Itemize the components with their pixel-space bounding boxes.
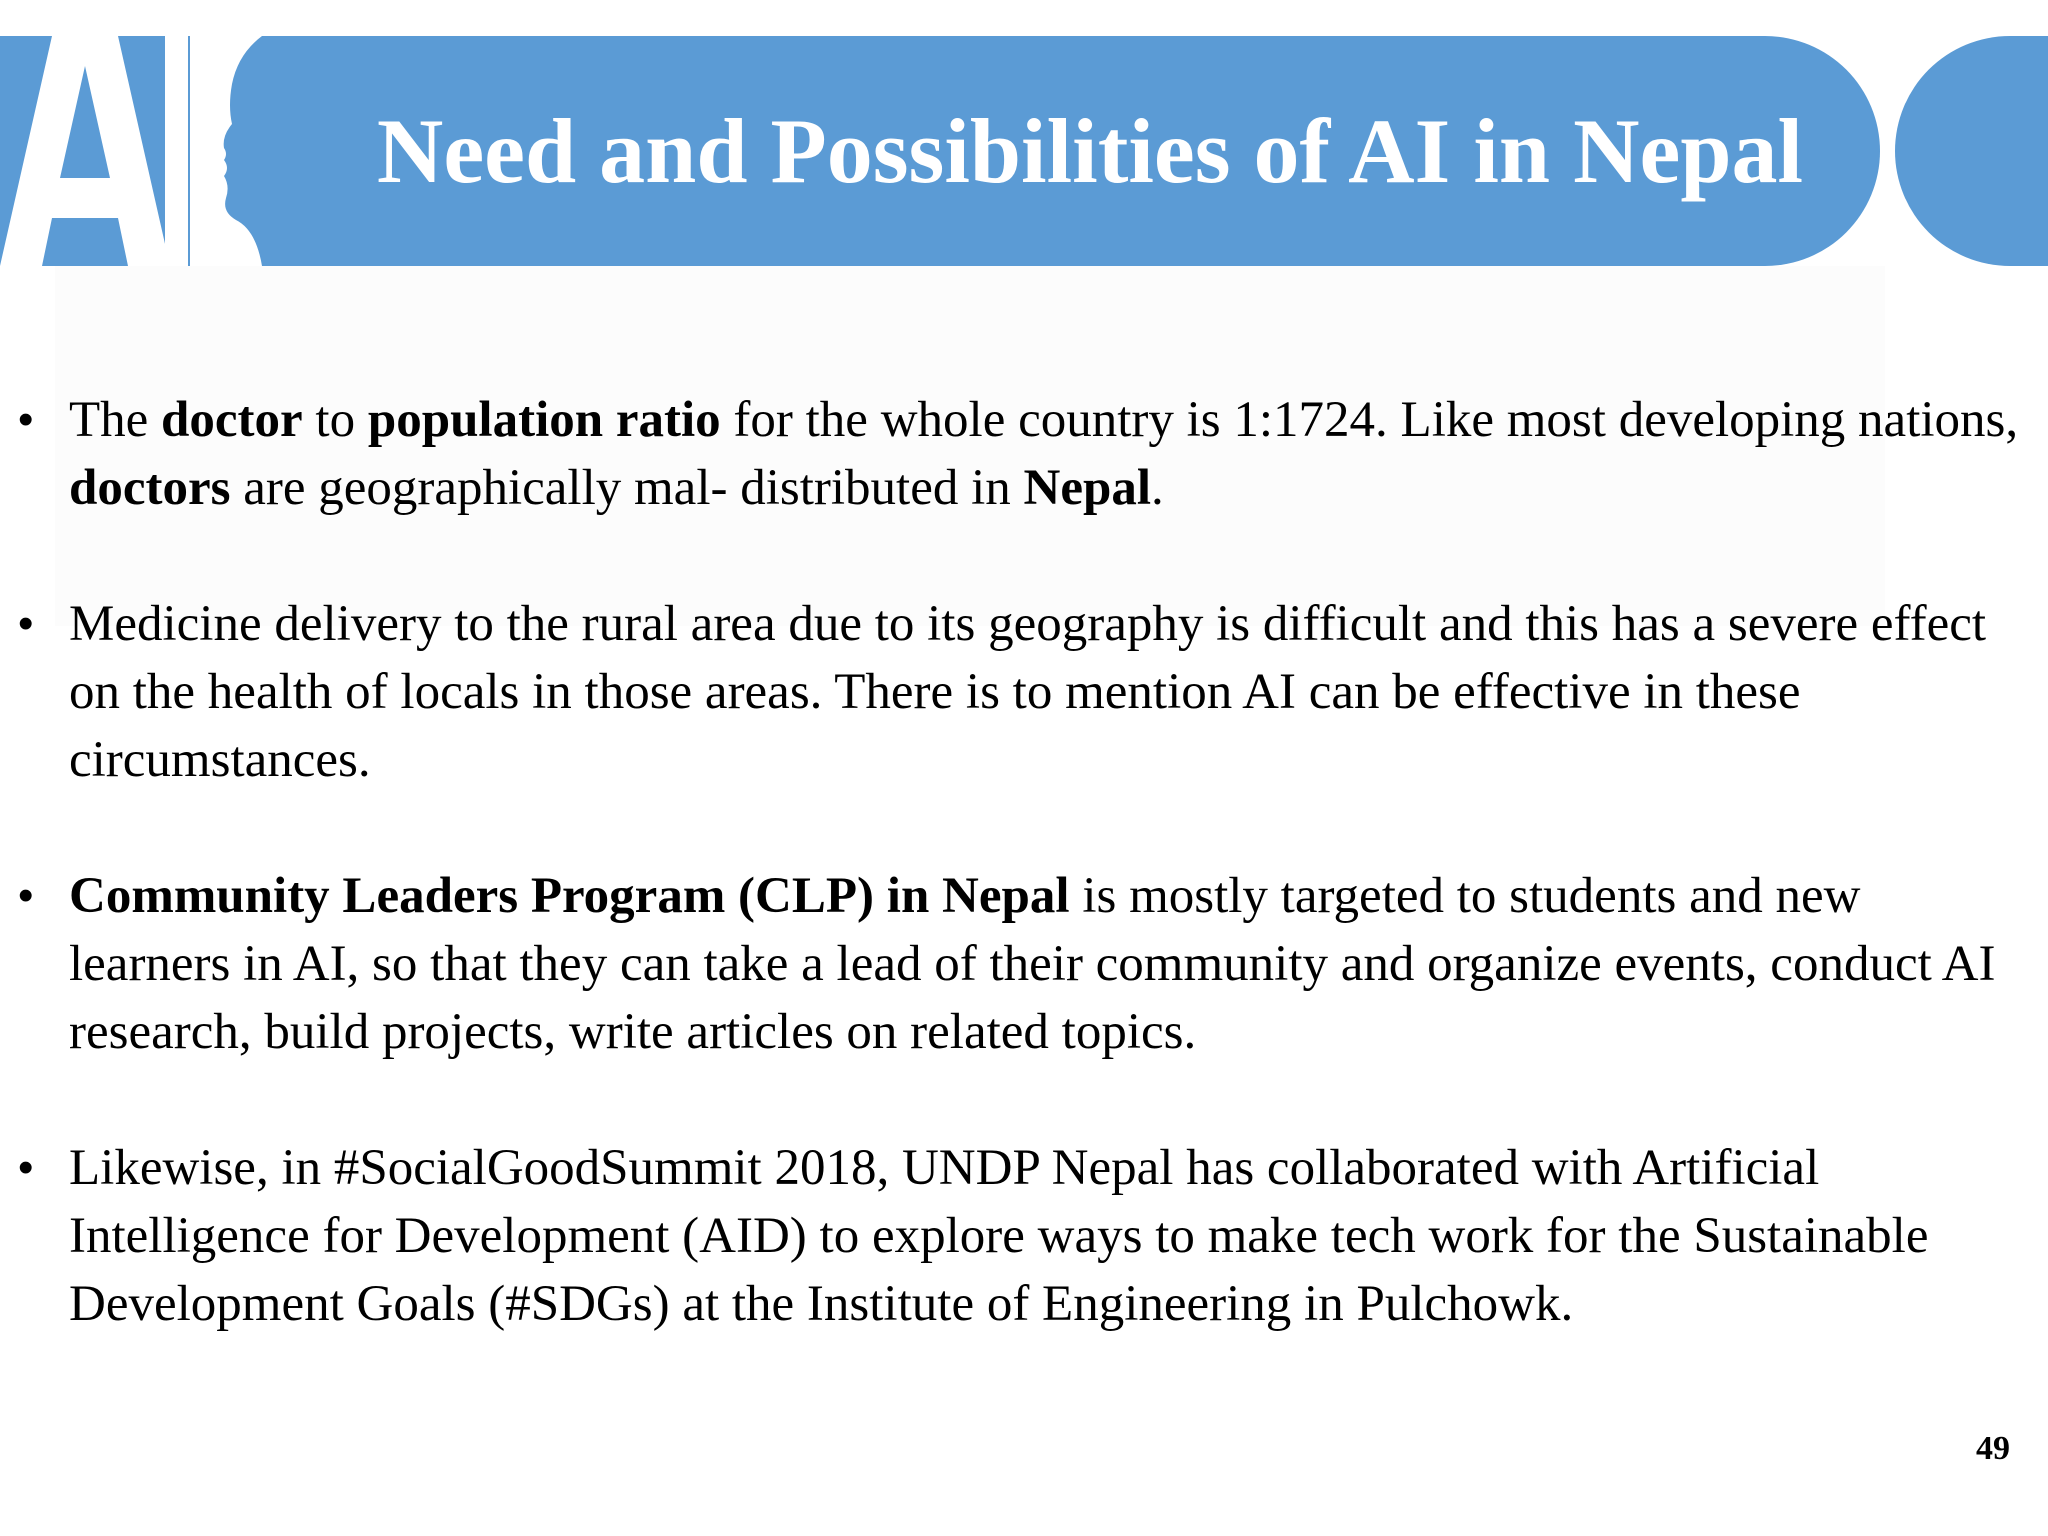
bullet-item bbox=[18, 590, 2028, 794]
banner-right-cap bbox=[1895, 36, 2048, 266]
bullet-marker: • bbox=[18, 1143, 34, 1192]
bold-text-segment: doctor bbox=[161, 392, 303, 448]
text-segment: is mostly targeted to students and new learners in AI, so that they can take a lead of their community and organize events, conduct AI research, build projects, write articles on related topics. bbox=[69, 868, 1996, 1060]
ai-logo bbox=[0, 36, 300, 266]
bullet-text bbox=[69, 596, 1986, 788]
bold-text-segment: population ratio bbox=[367, 392, 721, 448]
text-segment: for the whole country is 1:1724. Like most developing nations, bbox=[720, 392, 2019, 448]
bullet-marker: • bbox=[18, 395, 34, 444]
text-segment: Medicine delivery to the rural area due to its geography is difficult and this has a severe effect on the health of locals in those areas. There is to mention AI can be effective in these circumstances. bbox=[69, 596, 1987, 788]
bullet-list bbox=[18, 386, 2028, 1338]
bold-text-segment: Community Leaders Program (CLP) in Nepal bbox=[69, 868, 1070, 924]
text-segment: . bbox=[1151, 460, 1164, 516]
bold-text-segment: doctors bbox=[69, 460, 231, 516]
text-segment: Likewise, in #SocialGoodSummit 2018, UNDP Nepal has collaborated with Artificial Intelligence for Development (AID) to explore ways to make tech work for the Sustainable Development Goals (#SDGs) at the Institute of Engineering in Pulchowk. bbox=[69, 1140, 1929, 1332]
bullet-item bbox=[18, 386, 2028, 522]
bullet-item bbox=[18, 862, 2028, 1066]
bullet-marker: • bbox=[18, 871, 34, 920]
text-segment: to bbox=[302, 392, 368, 448]
bullet-text bbox=[69, 868, 1996, 1060]
bold-text-segment: Nepal bbox=[1023, 460, 1152, 516]
text-segment: are geographically mal- distributed in bbox=[230, 460, 1024, 516]
text-segment: The bbox=[69, 392, 162, 448]
bullet-marker: • bbox=[18, 599, 34, 648]
slide-title: Need and Possibilities of AI in Nepal bbox=[376, 100, 1804, 202]
bullet-text bbox=[69, 1140, 1928, 1332]
bullet-text bbox=[69, 392, 2018, 516]
bullet-item bbox=[18, 1134, 2028, 1338]
page-number: 49 bbox=[1976, 1430, 2010, 1467]
